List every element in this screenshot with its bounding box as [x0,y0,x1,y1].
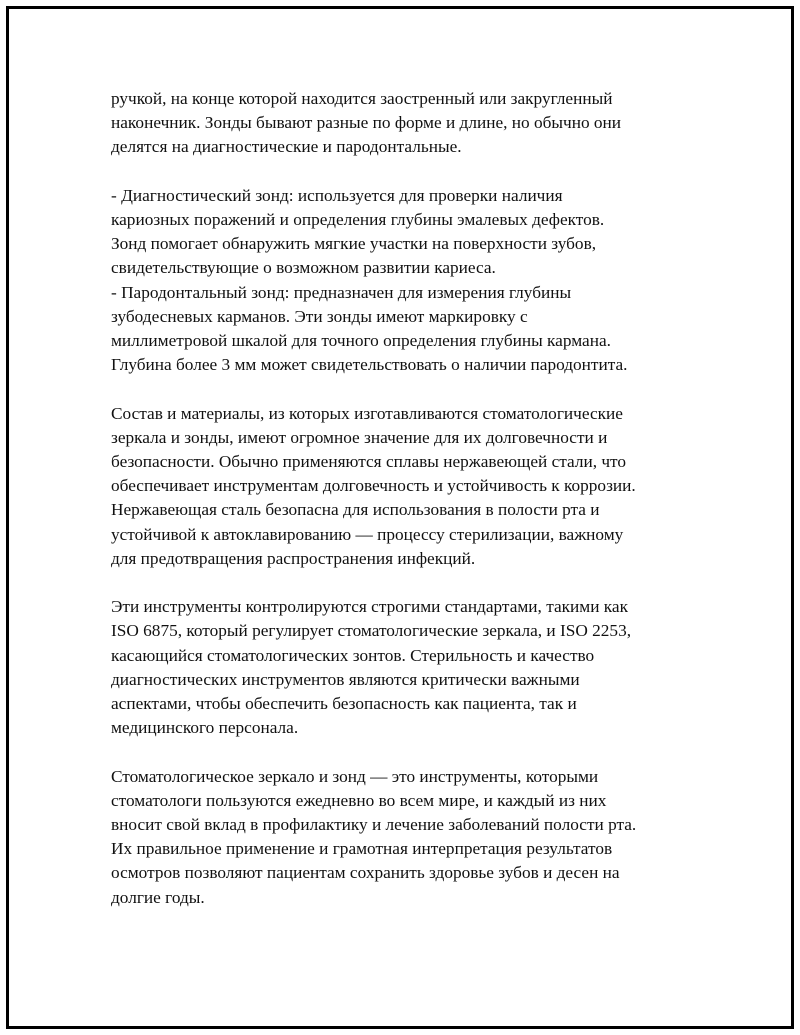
text-line: - Диагностический зонд: используется для проверки наличия [111,185,563,205]
text-line: кариозных поражений и определения глубины эмалевых дефектов. [111,210,605,229]
text-line: медицинского персонала. [111,718,299,738]
paragraph-gap [111,740,701,764]
paragraph-probe-types [111,184,701,378]
paragraph-gap [111,571,701,595]
text-line: вносит свой вклад в профилактику и лечение заболеваний полости рта. [111,815,637,835]
text-line: касающийся стоматологических зонтов. Стерильность и качество [111,645,595,665]
paragraph-materials [111,402,701,571]
text-line: Состав и материалы, из которых изготавливаются стоматологические [111,403,623,423]
text-line: Эти инструменты контролируются строгими стандартами, такими как [111,597,628,617]
text-line: аспектами, чтобы обеспечить безопасность как пациента, так и [111,694,577,714]
text-line: стоматологи пользуются ежедневно во всем мире, и каждый из них [111,790,607,810]
text-line: Зонд помогает обнаружить мягкие участки на поверхности зубов, [111,234,597,254]
text-line: зубодесневых карманов. Эти зонды имеют маркировку с [111,306,528,326]
paragraph-standards [111,595,701,740]
text-line: Глубина более 3 мм может свидетельствовать о наличии пародонтита. [111,355,628,375]
text-line: осмотров позволяют пациентам сохранить здоровье зубов и десен на [111,863,620,883]
text-line: - Пародонтальный зонд: предназначен для измерения глубины [111,282,572,302]
text-line: для предотвращения распространения инфекций. [111,548,476,568]
paragraph-gap [111,377,701,401]
text-line: обеспечивает инструментам долговечность и устойчивость к коррозии. [111,476,636,496]
text-line: диагностических инструментов являются критически важными [111,669,580,689]
text-line: безопасности. Обычно применяются сплавы нержавеющей стали, что [111,452,627,472]
text-line: наконечник. Зонды бывают разные по форме и длине, но обычно они [111,113,622,133]
text-line: делятся на диагностические и пародонтальные. [111,137,462,157]
paragraph-probes-intro [111,87,701,160]
text-line: миллиметровой шкалой для точного определения глубины кармана. [111,331,611,351]
paragraph-conclusion [111,765,701,910]
text-line: устойчивой к автоклавированию — процессу стерилизации, важному [111,524,624,544]
text-line: зеркала и зонды, имеют огромное значение для их долговечности и [111,427,608,447]
document-body [111,87,701,910]
text-line: долгие годы. [111,887,205,907]
paragraph-gap [111,160,701,184]
text-line: свидетельствующие о возможном развитии кариеса. [111,258,496,278]
text-line: Их правильное применение и грамотная интерпретация результатов [111,839,613,859]
text-line: Стоматологическое зеркало и зонд — это инструменты, которыми [111,766,599,786]
text-line: ручкой, на конце которой находится заостренный или закругленный [111,89,613,108]
text-line: ISO 6875, который регулирует стоматологические зеркала, и ISO 2253, [111,621,632,641]
text-line: Нержавеющая сталь безопасна для использования в полости рта и [111,500,600,520]
